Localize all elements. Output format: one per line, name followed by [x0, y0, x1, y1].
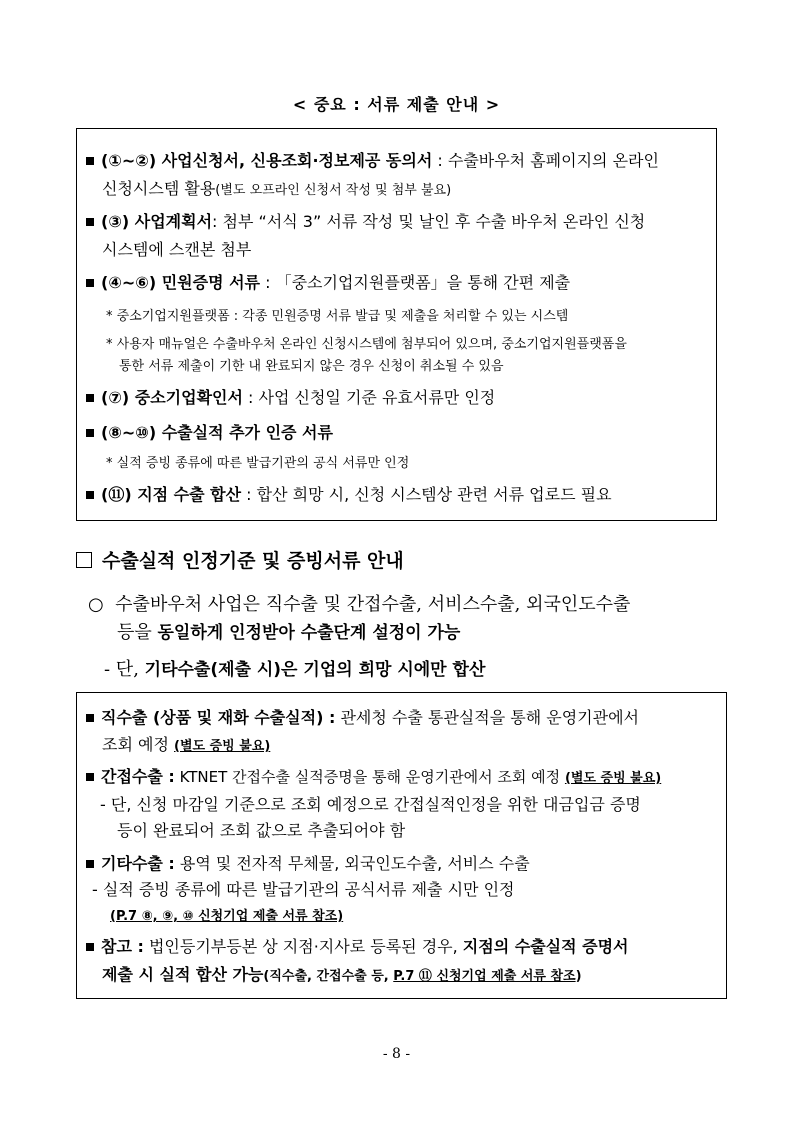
list-item — [86, 209, 645, 232]
item-text: KTNET 간접수출 실적증명을 통해 운영기관에서 조회 예정 — [174, 768, 565, 786]
page-title: < 중요 : 서류 제출 안내 > — [292, 95, 501, 114]
bullet-square-icon — [86, 491, 94, 499]
list-item — [86, 420, 333, 443]
paragraph-text: - 단, — [104, 659, 145, 680]
item-text: : 수출바우처 홈페이지의 온라인 — [432, 151, 659, 170]
bullet-square-icon — [86, 157, 94, 165]
list-item — [86, 482, 612, 505]
item-emphasis: 제출 시 실적 합산 가능 — [102, 965, 264, 984]
section-heading-text: 수출실적 인정기준 및 증빙서류 안내 — [102, 550, 404, 572]
bullet-square-icon — [86, 429, 94, 437]
item-label: 간접수출 : — [101, 767, 175, 786]
paragraph-emphasis: 동일하게 인정받아 수출단계 설정이 가능 — [157, 623, 461, 643]
bullet-square-icon — [86, 943, 94, 951]
item-label: (①~②) 사업신청서, 신용조회·정보제공 동의서 — [101, 151, 433, 170]
list-item-cont — [102, 732, 270, 755]
item-label: 기타수출 : — [101, 854, 175, 873]
item-text: 용역 및 전자적 무체물, 외국인도수출, 서비스 수출 — [174, 854, 530, 873]
item-label: (⑪) 지점 수출 합산 — [101, 485, 242, 504]
list-item — [86, 851, 530, 874]
reference-note — [110, 905, 343, 924]
item-text: : 사업 신청일 기준 유효서류만 인정 — [242, 388, 496, 407]
sub-line-cont: 등이 완료되어 조회 값으로 추출되어야 함 — [117, 821, 406, 840]
bullet-square-icon — [86, 714, 94, 722]
sub-line: - 단, 신청 마감일 기준으로 조회 예정으로 간접실적인정을 위한 대금입금 증명 — [100, 795, 641, 814]
list-item-cont — [102, 176, 451, 199]
list-item-cont: 시스템에 스캔본 첨부 — [102, 240, 252, 259]
paragraph — [88, 590, 630, 616]
list-item — [86, 764, 661, 787]
note-line: * 실적 증빙 종류에 따른 발급기관의 공식 서류만 인정 — [106, 456, 410, 471]
item-note: (직수출, 간접수출 등, — [263, 969, 394, 984]
item-label: (③) 사업계획서 — [101, 212, 213, 231]
item-note: (별도 오프라인 신청서 작성 및 첨부 불요) — [215, 183, 452, 198]
paragraph-emphasis: 기타수출(제출 시)은 기업의 희망 시에만 합산 — [144, 660, 486, 680]
bullet-square-icon — [86, 773, 94, 781]
list-item — [86, 385, 495, 408]
item-text: 신청시스템 활용 — [102, 179, 216, 198]
page-number: - 8 - — [382, 1046, 411, 1062]
checkbox-square-icon — [76, 552, 92, 568]
list-item-cont — [102, 962, 582, 985]
bullet-square-icon — [86, 218, 94, 226]
paragraph-text: 수출바우처 사업은 직수출 및 간접수출, 서비스수출, 외국인도수출 — [115, 594, 631, 615]
item-label: (⑧~⑩) 수출실적 추가 인증 서류 — [101, 423, 333, 442]
list-item — [86, 934, 629, 957]
item-text: 조회 예정 — [102, 735, 174, 754]
item-text: : 「중소기업지원플랫폼」을 통해 간편 제출 — [260, 273, 571, 292]
paragraph-text: 등을 — [117, 622, 158, 643]
item-label: (⑦) 중소기업확인서 — [101, 388, 243, 407]
item-label: 참고 : — [101, 937, 144, 956]
list-item — [86, 148, 659, 171]
section-heading — [76, 546, 404, 573]
item-text: : 합산 희망 시, 신청 시스템상 관련 서류 업로드 필요 — [241, 485, 612, 504]
item-note: (별도 증빙 불요) — [174, 739, 271, 754]
list-item — [86, 270, 570, 293]
note-line-cont: 통한 서류 제출이 기한 내 완료되지 않은 경우 신청이 취소될 수 있음 — [119, 359, 504, 374]
item-note: ) — [575, 969, 582, 984]
bullet-square-icon — [86, 394, 94, 402]
item-emphasis: 지점의 수출실적 증명서 — [462, 937, 629, 956]
note-line: * 사용자 매뉴얼은 수출바우처 온라인 신청시스템에 첨부되어 있으며, 중소기업지원플랫폼을 — [106, 337, 627, 352]
list-item — [86, 705, 639, 728]
item-text: 관세청 수출 통관실적을 통해 운영기관에서 — [335, 708, 639, 727]
sub-line: - 실적 증빙 종류에 따른 발급기관의 공식서류 제출 시만 인정 — [92, 880, 515, 899]
item-label: 직수출 (상품 및 재화 수출실적) : — [101, 708, 336, 727]
item-label: (④~⑥) 민원증명 서류 — [101, 273, 261, 292]
bullet-square-icon — [86, 279, 94, 287]
note-line: * 중소기업지원플랫폼 : 각종 민원증명 서류 발급 및 제출을 처리할 수 있는 시스템 — [106, 309, 569, 324]
reference-text: P.7 ⑪ 신청기업 제출 서류 참조 — [393, 969, 576, 984]
item-text: 법인등기부등본 상 지점·지사로 등록된 경우, — [143, 937, 463, 956]
reference-text: (P.7 ⑧, ⑨, ⑩ 신청기업 제출 서류 참조) — [110, 909, 344, 924]
sub-paragraph — [104, 655, 485, 681]
circle-bullet-icon: ○ — [88, 594, 104, 615]
paragraph-cont — [117, 618, 460, 644]
item-text: : 첨부 “서식 3” 서류 작성 및 날인 후 수출 바우처 온라인 신청 — [212, 212, 646, 231]
item-note: (별도 증빙 불요) — [564, 771, 662, 786]
bullet-square-icon — [86, 860, 94, 868]
